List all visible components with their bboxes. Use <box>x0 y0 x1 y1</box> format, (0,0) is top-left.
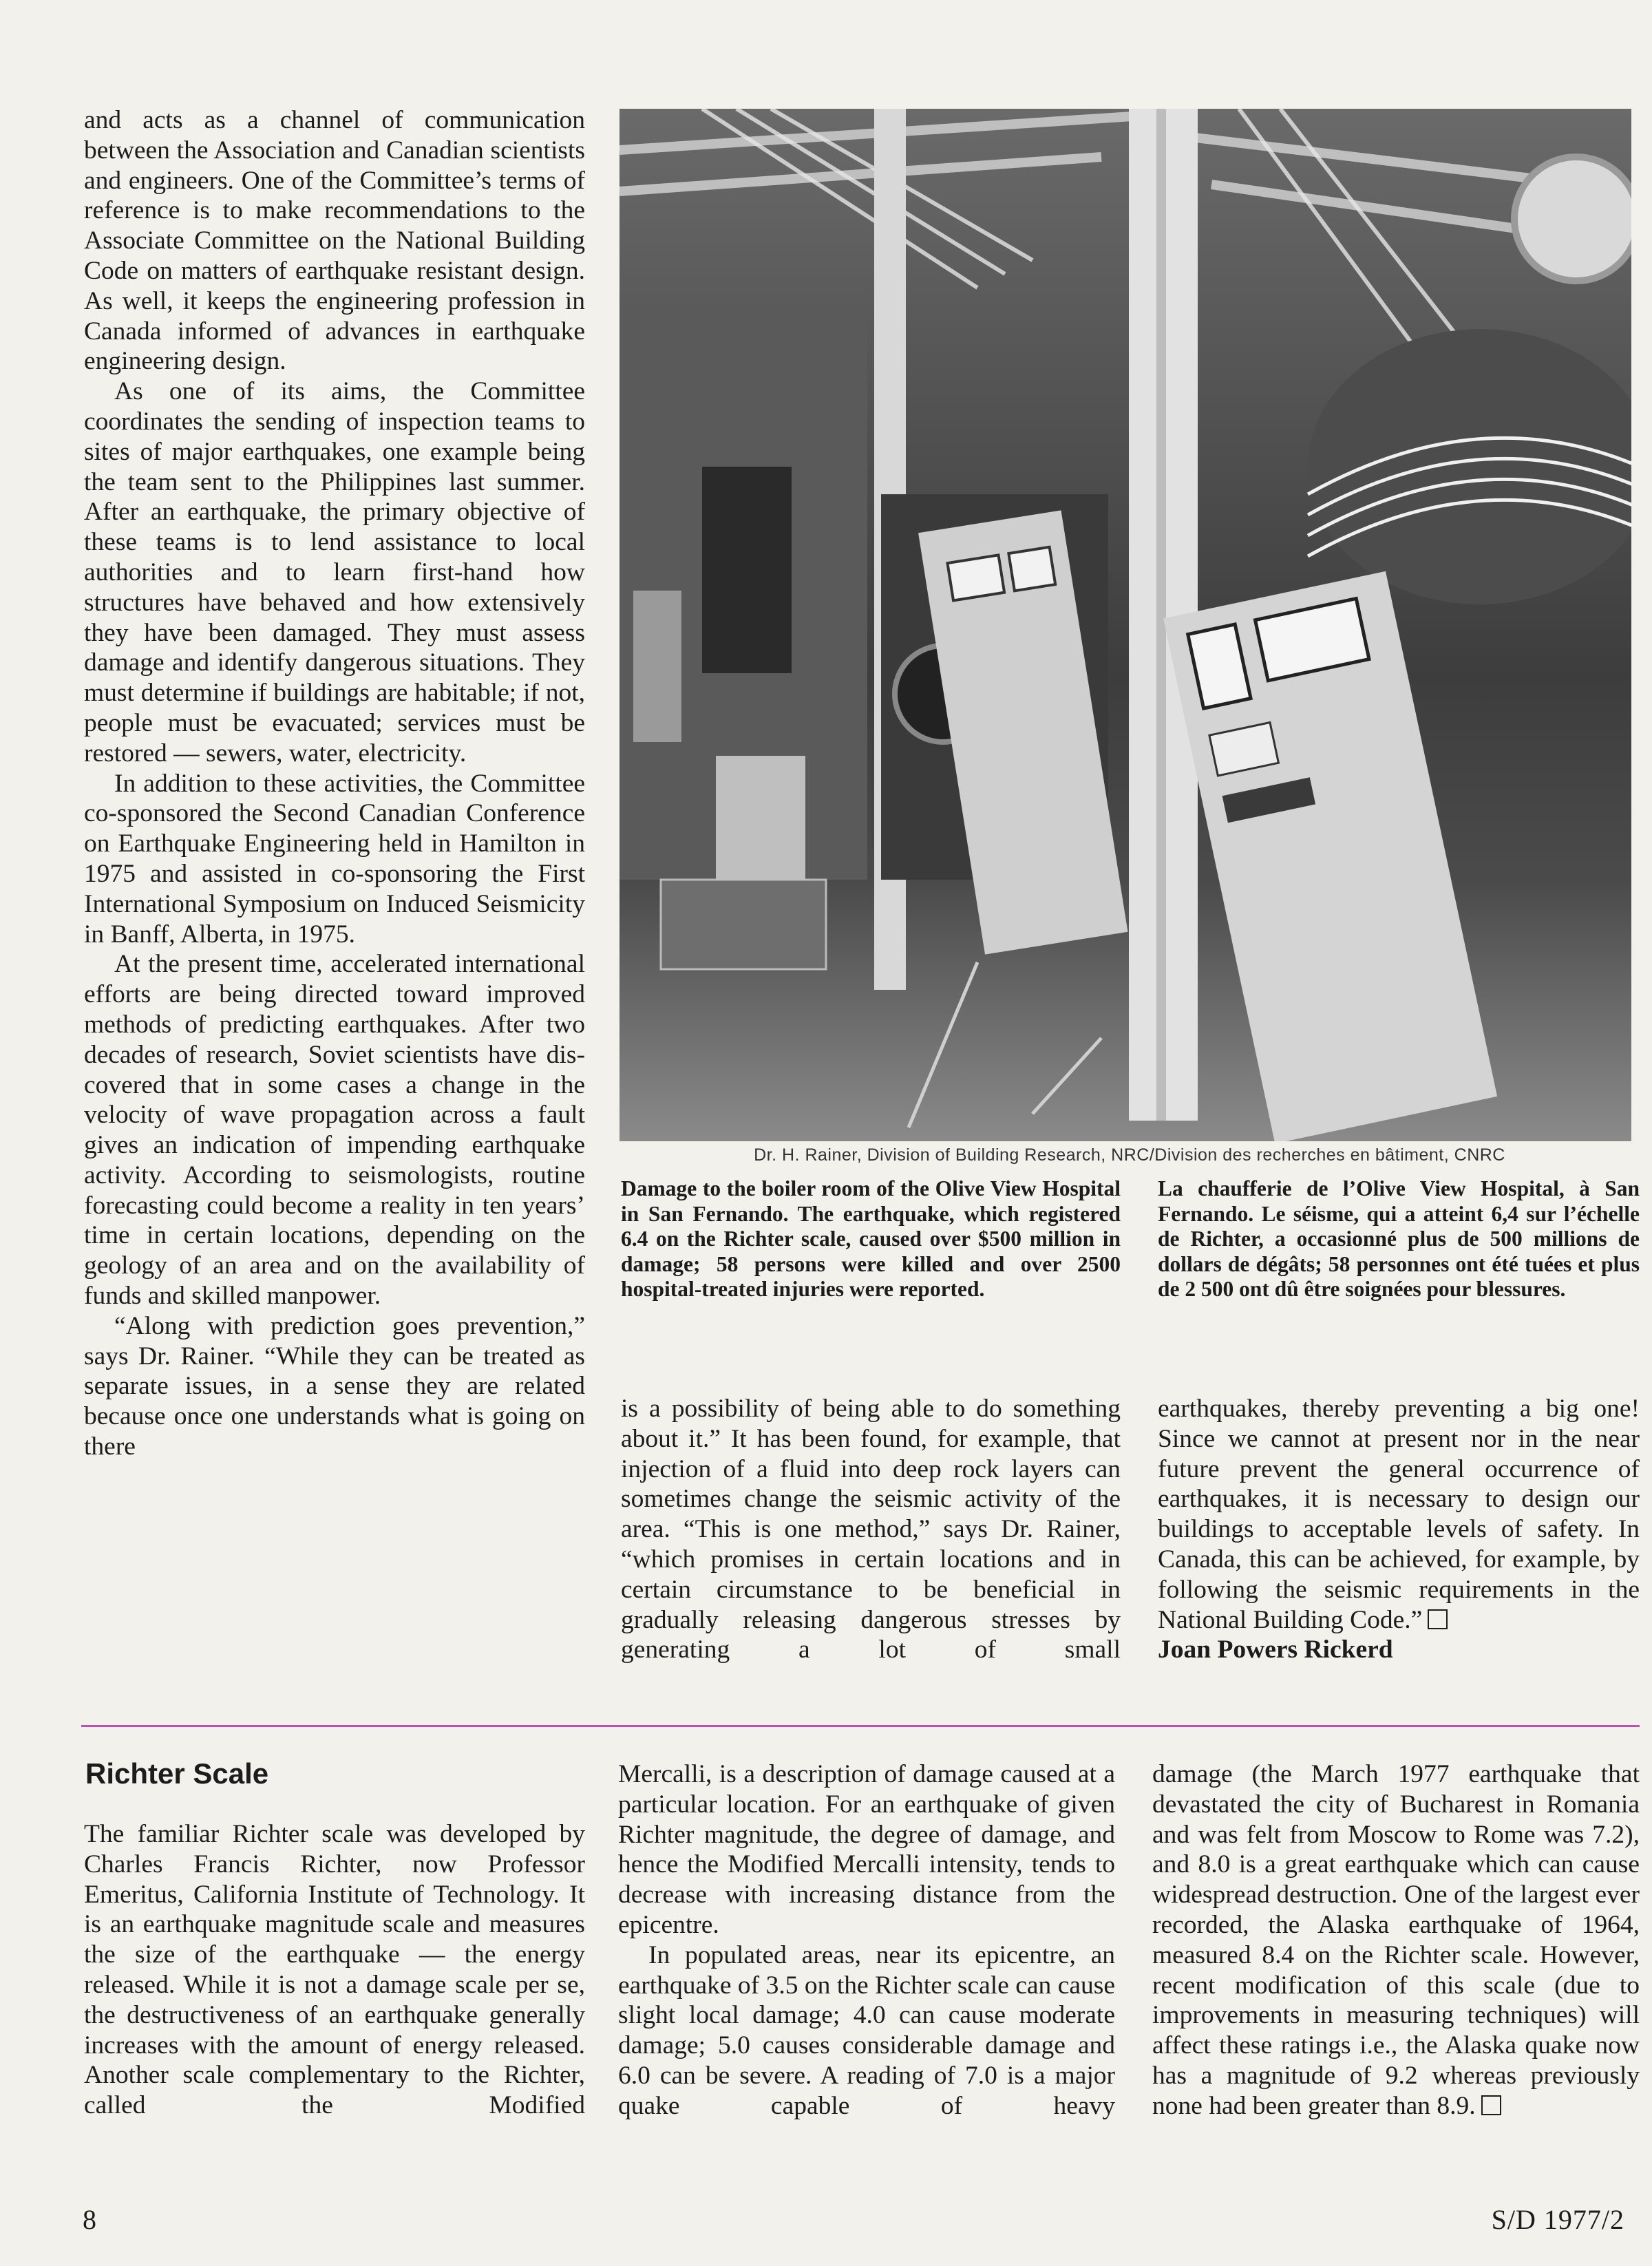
issue-label: S/D 1977/2 <box>1491 2204 1624 2235</box>
article-paragraph: Mercalli, is a description of damage caused at a particular location. For an earthquake of given Richter magnitude, the degree of damage, and hence the Modified Mercalli intensity, tends to decrease with increasing distance from the epicentre. <box>618 1760 1115 1939</box>
author-byline: Joan Powers Rickerd <box>1158 1635 1393 1664</box>
caption-english <box>621 1176 1121 1302</box>
boiler-room-photo <box>620 109 1640 1141</box>
article-column-3 <box>1158 1394 1640 1665</box>
article-column-2 <box>621 1394 1121 1665</box>
article-paragraph: “Along with prediction goes prevention,” says Dr. Rainer. “While they can be treated as separate issues, in a sense they are related because once one understands what is going on there <box>84 1311 585 1461</box>
article-paragraph: and acts as a channel of communication between the Association and Canadian scientists and engineers. One of the Committee’s terms of reference is to make recommendations to the Associate Committee on the National Building Code on matters of earthquake resistant design. As well, it keeps the engineering profession in Canada informed of advances in earthquake engineering design. <box>84 106 585 376</box>
article-paragraph-text: earthquakes, thereby preventing a big one! Since we cannot at present nor in the near future prevent the general occurrence of earthquakes, it is necessary to design our buildings to acceptable levels of safety. In Canada, this can be achieved, for example, by following the seismic requirements in the National Building Code.” <box>1158 1395 1640 1634</box>
article-paragraph-text: damage (the March 1977 earthquake that devastated the city of Bucharest in Romania and was felt from Moscow to Rome was 7.2), and 8.0 is a great earthquake which can cause widespread destruction. One of the largest ever recorded, the Alaska earthquake of 1964, measured 8.4 on the Richter scale. However, recent modification of this scale (due to improvements in measuring techniques) will affect these ratings i.e., the Alaska quake now has a magnitude of 9.2 whereas previously none had been greater than 8.9. <box>1152 1760 1640 2120</box>
section-divider <box>81 1725 1640 1727</box>
article-paragraph <box>1158 1394 1640 1635</box>
article-paragraph: As one of its aims, the Committee coordinates the sending of inspection teams to sites of major earthquakes, one example being the team sent to the Philippines last summer. After an earthquake, the primary objective of these teams is to lend assistance to local authorities and to learn first-hand how structures have behaved and how extensively they have been damaged. They must assess damage and identify dangerous situations. They must determine if buildings are habitable; if not, people must be evacuated; services must be restored — sewers, water, electricity. <box>84 377 585 767</box>
richter-column-3 <box>1152 1759 1640 2121</box>
article-paragraph: The familiar Richter scale was developed by Charles Francis Richter, now Professor Emeritus, California Institute of Technology. It is an earthquake magnitude scale and measures the size of the earthquake — the energy released. While it is not a damage scale per se, the destructiveness of an earthquake generally increases with the amount of energy released. Another scale complementary to the Richter, called the Modified <box>84 1820 585 2120</box>
end-mark-icon <box>1481 2095 1501 2115</box>
article-paragraph: In addition to these activities, the Committee co-sponsored the Second Canadian Conference on Earthquake Engineering held in Hamilton in 1975 and assisted in co-sponsoring the First International Symposium on Induced Seismicity in Banff, Alberta, in 1975. <box>84 769 585 949</box>
caption-english-text: Damage to the boiler room of the Olive View Hospital in San Fernando. The earthquake, which registered 6.4 on the Richter scale, caused over $500 million in damage; 58 persons were killed and over 2500 hospital-treated injuries were reported. <box>621 1176 1121 1301</box>
section-heading: Richter Scale <box>85 1757 269 1790</box>
page-number: 8 <box>83 2204 96 2235</box>
caption-french <box>1158 1176 1640 1302</box>
article-paragraph: is a possibility of being able to do something about it.” It has been found, for example, that injection of a fluid into deep rock layers can sometimes change the seismic activity of the area. “This is one method,” says Dr. Rainer, “which promises in certain locations and in certain circumstance to be beneficial in gradually releasing dangerous stresses by generating a lot of small <box>621 1395 1121 1664</box>
article-column-1 <box>84 105 585 1462</box>
caption-french-text: La chaufferie de l’Olive View Hospital, à San Fernando. Le séisme, qui a atteint 6,4 sur l’échelle de Richter, a occasionné plus de 500 millions de dollars de dégâts; 58 personnes ont été tuées et plus de 2 500 ont dû être soignées pour blessures. <box>1158 1176 1640 1301</box>
photo-credit: Dr. H. Rainer, Division of Building Research, NRC/Division des recherches en bâtiment, CNRC <box>754 1145 1505 1165</box>
richter-column-1 <box>84 1819 585 2121</box>
end-mark-icon <box>1428 1609 1448 1629</box>
article-paragraph: In populated areas, near its epicentre, an earthquake of 3.5 on the Richter scale can cause slight local damage; 4.0 can cause moderate damage; 5.0 causes considerable damage and 6.0 can be severe. A reading of 7.0 is a major quake capable of heavy <box>618 1940 1115 2120</box>
article-paragraph: At the present time, accelerated international efforts are being directed toward improved methods of predicting earthquakes. After two decades of research, Soviet scientists have discovered that in some cases a change in the velocity of wave propagation across a fault gives an indication of impending earthquake activity. According to seismologists, routine forecasting could become a reality in ten years’ time in certain locations, depending on the geology of an area and on the availability of funds and skilled manpower. <box>84 950 585 1311</box>
richter-column-2 <box>618 1759 1115 2121</box>
article-paragraph <box>1152 1759 1640 2121</box>
